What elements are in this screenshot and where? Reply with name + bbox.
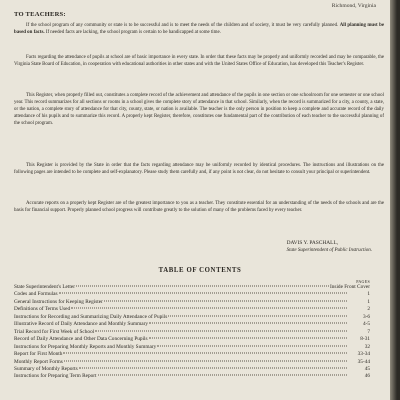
toc-pages-header: PAGES (356, 279, 370, 284)
toc-leader-dots (104, 299, 347, 301)
toc-entry (14, 344, 370, 351)
toc-entry-page: 32 (364, 343, 370, 350)
toc-leader-dots (64, 359, 347, 361)
toc-entry (14, 336, 370, 343)
toc-entry-label: Instructions for Preparing Term Report (14, 373, 97, 380)
toc-entry-page: 1 (367, 291, 370, 298)
toc-entry-page: 35-44 (357, 358, 370, 365)
p1-bold-text: All planning must be based on facts. (14, 23, 385, 35)
toc-entry (14, 284, 370, 291)
location-line: Richmond, Virginia (331, 3, 376, 9)
toc-entry-page: 1 (367, 298, 370, 305)
toc-entry-page: 2 (367, 306, 370, 313)
toc-entry-label: Codes and Formulas (14, 291, 58, 298)
page-edge-shadow (390, 0, 400, 400)
signature-title: State Superintendent of Public Instruction. (286, 248, 372, 253)
toc-leader-dots (149, 337, 347, 339)
toc-entry-label: General Instructions for Keeping Register (14, 298, 103, 305)
toc-entry-label: Illustrative Record of Daily Attendance and Monthly Summary (14, 321, 149, 328)
letter-paragraph-3: This Register, when properly filled out, constitutes a complete record of the achievement and attendance of the pupils in one section or one schoolroom for one semester or one school year. This record summarizes for all sections or rooms in a school gives the complete story of attendance in that school. Similarly, when the record is summarized for a city, a county, a state, or the nation, a complete story of attendance for that city, county, state, or nation is available. The teacher is the only person in position to keep a complete and accurate record of the daily attendance of his pupils and to summarize this record. A properly kept Register, therefore, constitutes one fundamental part of the contribution of each teacher to the successful planning of the school program. (14, 93, 384, 126)
toc-entry (14, 306, 370, 313)
toc-entry (14, 291, 370, 298)
p1-text-start: If the school program of any community or state is to be successful and is to meet the needs of the children and of society, it must be very carefully planned. (26, 23, 339, 28)
toc-entry-label: Instructions for Recording and Summarizing Daily Attendance of Pupils (14, 313, 168, 320)
toc-entry-label: Record of Daily Attendance and Other Data Concerning Pupils (14, 336, 148, 343)
letter-paragraph-2: Facts regarding the attendance of pupils at school are of basic importance in every state. In order that these facts may be properly and uniformly recorded and may be comparable, the Virginia State Board of Education, in cooperation with educational authorities in other states and with the United States Office of Education, has developed this Teacher's Register. (14, 55, 384, 67)
toc-entry-page: 7 (367, 328, 370, 335)
toc-entry-label: Summary of Monthly Reports (14, 365, 78, 372)
toc-entry (14, 359, 370, 366)
toc-entry-page: 4-5 (362, 321, 370, 328)
toc-title: TABLE OF CONTENTS (158, 267, 242, 274)
letter-paragraph-4: This Register is provided by the State in order that the facts regarding attendance may be uniformly recorded by identical procedures. The instructions and illustrations on the following pages are intended to be complete and self-explanatory. Please study them carefully and, if any point is not clear, do not hesitate to consult your principal or superintendent. (14, 163, 384, 175)
letter-paragraph-1 (14, 22, 384, 36)
toc-entry-label: State Superintendent's Letter (14, 284, 75, 290)
toc-leader-dots (63, 352, 347, 354)
toc-entry-label: Monthly Report Forms (14, 358, 63, 365)
toc-list (14, 284, 370, 381)
signature-block (287, 240, 372, 254)
letter-paragraph-5: Accurate reports on a properly kept Register are of the greatest importance to you as a teacher. They constitute essential for an understanding of the needs of the schools and are the basis for financial support. Properly planned school progress will contribute greatly to the solution of many of the problems faced by every teacher. (14, 201, 384, 213)
toc-leader-dots (157, 344, 347, 346)
toc-entry-label: Instructions for Preparing Monthly Reports and Monthly Summary (14, 343, 157, 350)
toc-entry-page: 33-34 (357, 351, 370, 358)
toc-leader-dots (95, 329, 347, 331)
toc-entry (14, 373, 370, 380)
toc-leader-dots (168, 314, 347, 316)
toc-leader-dots (98, 374, 348, 376)
p1-text-end: If needed facts are lacking, the school program is certain to be handicapped at some time. (45, 30, 221, 35)
toc-leader-dots (59, 292, 347, 294)
toc-entry-label: Definitions of Terms Used (14, 306, 71, 313)
toc-entry-page: Inside Front Cover (329, 284, 370, 290)
toc-entry-page: 3-6 (362, 313, 370, 320)
signature-name: DAVIS Y. PASCHALL, (286, 240, 339, 246)
toc-entry-page: 8-31 (360, 336, 370, 343)
toc-entry-label: Report for First Month (14, 351, 63, 358)
toc-leader-dots (76, 285, 329, 287)
toc-entry-page: 46 (364, 373, 370, 380)
toc-entry-page: 45 (364, 365, 370, 372)
salutation: TO TEACHERS: (14, 11, 66, 18)
toc-entry (14, 351, 370, 358)
toc-entry-label: Trial Record for First Week of School (14, 328, 95, 335)
toc-entry (14, 321, 370, 328)
toc-leader-dots (71, 307, 347, 309)
toc-leader-dots (79, 366, 347, 368)
toc-leader-dots (149, 322, 347, 324)
